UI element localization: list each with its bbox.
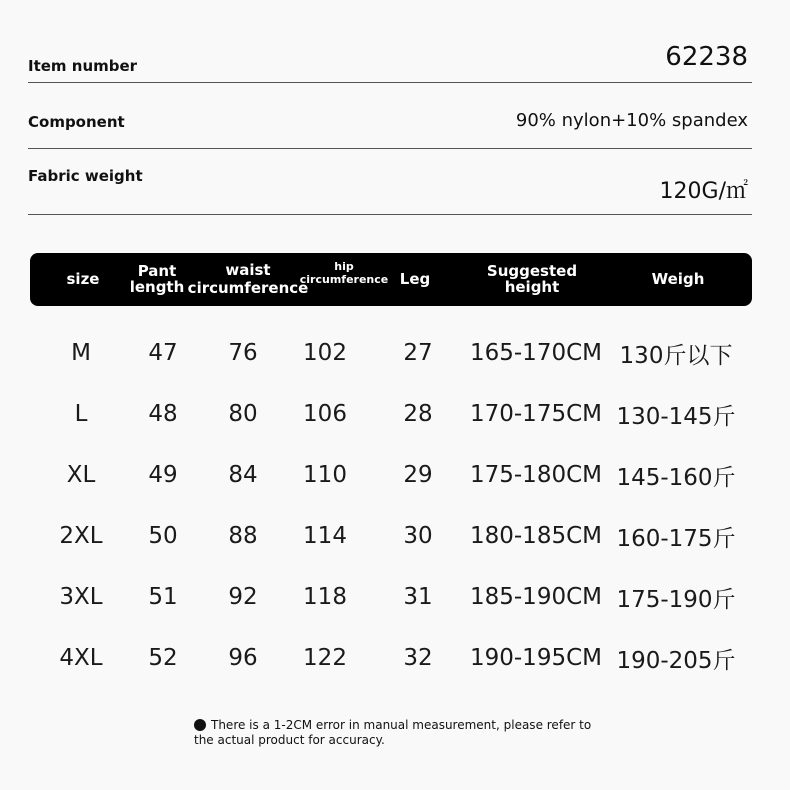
cell-hip: 114 (303, 523, 347, 549)
spec-component (28, 100, 752, 149)
cell-waist: 80 (228, 401, 258, 427)
table-row (0, 638, 790, 678)
table-row (0, 333, 790, 373)
cell-size: 4XL (59, 645, 103, 671)
header-pant-length: Pant length (129, 261, 185, 296)
measurement-note (194, 718, 614, 748)
cell-hip: 106 (303, 401, 347, 427)
cell-size: 2XL (59, 523, 103, 549)
header-leg: Leg (399, 269, 431, 288)
spec-label: Item number (28, 57, 138, 75)
cell-suggested-height: 180-185CM (469, 523, 602, 549)
cell-leg: 31 (403, 584, 433, 610)
table-row (0, 455, 790, 495)
cell-weigh: 160-175斤 (616, 525, 736, 552)
cell-hip: 118 (303, 584, 347, 610)
cell-weigh: 130斤以下 (619, 342, 733, 369)
cell-leg: 32 (403, 645, 433, 671)
table-row (0, 394, 790, 434)
cell-leg: 27 (403, 340, 433, 366)
cell-hip: 110 (303, 462, 347, 488)
cell-size: XL (66, 462, 96, 488)
cell-pant-length: 47 (148, 340, 178, 366)
size-table-header (30, 253, 752, 306)
header-size: size (66, 269, 100, 288)
cell-waist: 76 (228, 340, 258, 366)
cell-hip: 122 (303, 645, 347, 671)
cell-pant-length: 50 (148, 523, 178, 549)
header-waist-circumference: waist circumference (187, 260, 309, 297)
cell-suggested-height: 165-170CM (469, 340, 602, 366)
cell-hip: 102 (303, 340, 347, 366)
cell-waist: 84 (228, 462, 258, 488)
cell-pant-length: 51 (148, 584, 178, 610)
cell-weigh: 175-190斤 (616, 586, 736, 613)
header-suggested-height: Suggested height (486, 261, 578, 296)
cell-suggested-height: 175-180CM (469, 462, 602, 488)
cell-waist: 96 (228, 645, 258, 671)
cell-weigh: 130-145斤 (616, 403, 736, 430)
spec-fabric-weight (28, 160, 752, 215)
cell-suggested-height: 170-175CM (469, 401, 602, 427)
cell-leg: 28 (403, 401, 433, 427)
cell-pant-length: 48 (148, 401, 178, 427)
cell-weigh: 190-205斤 (616, 647, 736, 674)
header-weigh: Weigh (651, 269, 705, 288)
cell-waist: 92 (228, 584, 258, 610)
cell-pant-length: 49 (148, 462, 178, 488)
spec-label: Component (28, 113, 125, 131)
table-row (0, 516, 790, 556)
spec-item-number (28, 40, 752, 83)
header-hip-circumference: hip circumference (299, 260, 389, 286)
cell-suggested-height: 185-190CM (469, 584, 602, 610)
cell-size: 3XL (59, 584, 103, 610)
cell-pant-length: 52 (148, 645, 178, 671)
cell-size: L (74, 401, 88, 427)
spec-value: 62238 (665, 42, 748, 72)
spec-value: 90% nylon+10% spandex (515, 110, 748, 131)
note-text: There is a 1-2CM error in manual measurement, please refer to the actual product for accuracy. (194, 718, 592, 747)
cell-weigh: 145-160斤 (616, 464, 736, 491)
table-row (0, 577, 790, 617)
spec-label: Fabric weight (28, 167, 143, 185)
spec-value: 120G/㎡ (659, 179, 748, 204)
cell-leg: 29 (403, 462, 433, 488)
cell-suggested-height: 190-195CM (469, 645, 602, 671)
cell-leg: 30 (403, 523, 433, 549)
bullet-dot-icon (194, 719, 206, 731)
cell-size: M (71, 340, 91, 366)
cell-waist: 88 (228, 523, 258, 549)
